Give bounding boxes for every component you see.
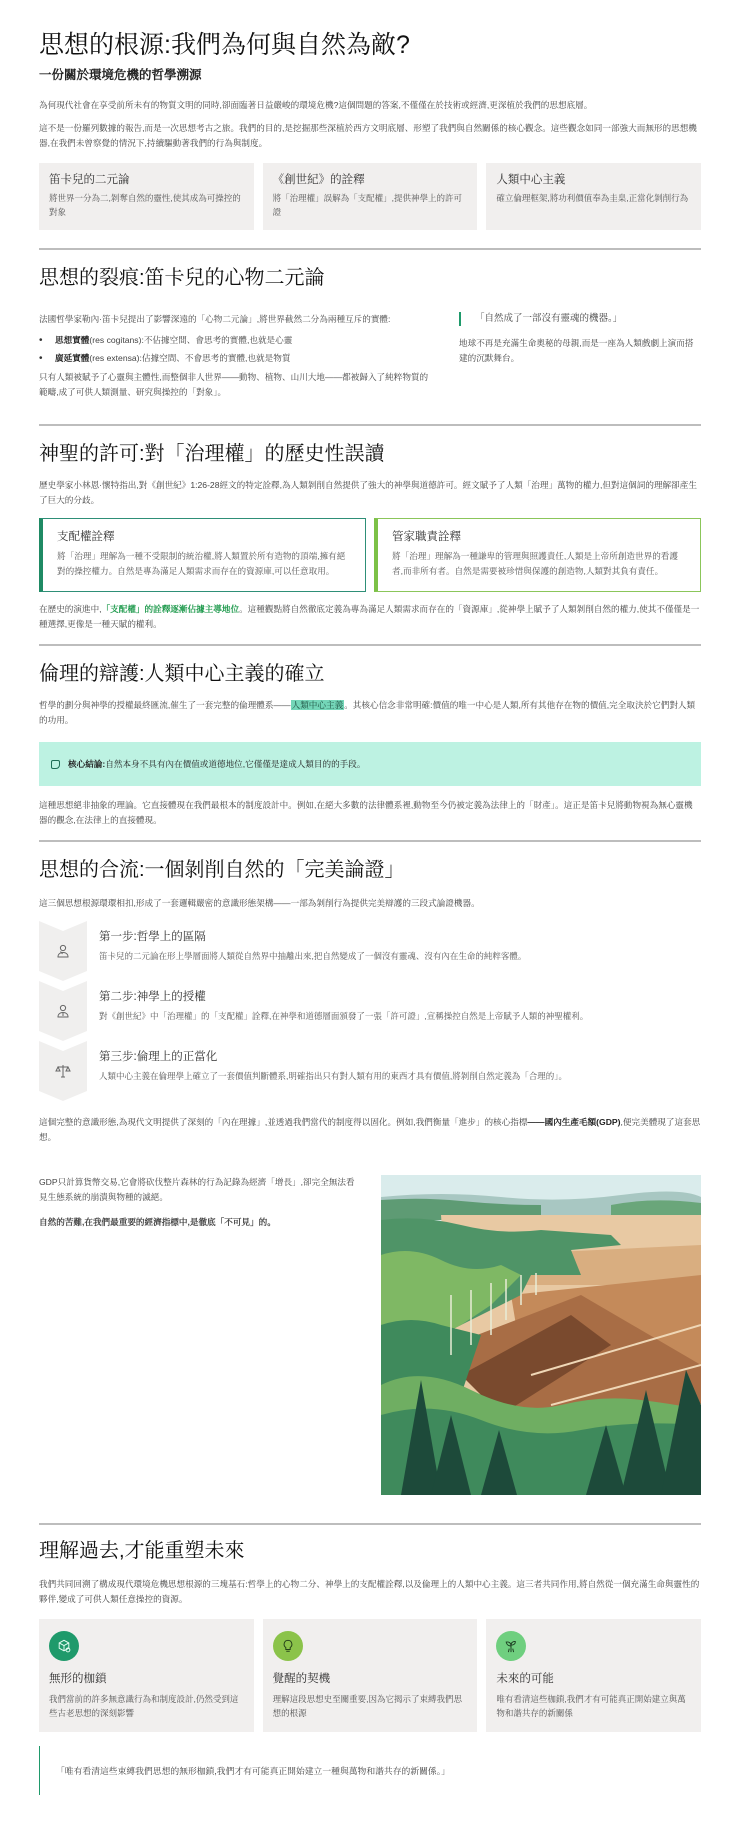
section-heading-descartes: 思想的裂痕:笛卡兒的心物二元論 [39,267,325,289]
term: 廣延實體 [55,353,90,363]
descartes-main [39,312,429,400]
deforestation-illustration [381,1175,701,1495]
step-3 [39,1041,701,1101]
icon-circle [496,1631,526,1661]
card-title: 未來的可能 [496,1673,554,1685]
substance-list [39,333,429,366]
section-heading-genesis: 神聖的許可:對「治理權」的歷史性誤讀 [39,443,385,465]
term-desc: (res extensa):佔據空間、不會思考的實體,也就是物質 [89,353,291,363]
section-divider [39,424,701,426]
conclusion-cards [39,1619,701,1732]
aside-text: 地球不再是充滿生命奧秘的母親,而是一座為人類戲劇上演而搭建的沉默舞台。 [459,338,694,363]
card-title: 《創世紀》的詮釋 [272,174,365,186]
section-divider [39,840,701,842]
text: 這個完整的意識形態,為現代文明提供了深刻的「內在理據」,並透過我們當代的制度得以固化。例如,我們衡量「進步」的核心指標 [39,1117,528,1127]
descartes-aside [459,312,701,400]
icon-circle [273,1631,303,1661]
icon-circle [49,1631,79,1661]
card-desc: 將「治理權」誤解為「支配權」,提供神學上的許可證 [272,193,463,217]
section-heading-ethics: 倫理的辯護:人類中心主義的確立 [39,663,325,685]
closing-quote: 「唯有看清這些束縛我們思想的無形枷鎖,我們才有可能真正開始建立一種與萬物和諧共存的新關係。」 [39,1746,701,1795]
step-1 [39,921,701,981]
lightbulb-icon [281,1639,295,1653]
conclusion-card-invisible-shackles [39,1619,254,1732]
scales-icon [55,1063,71,1079]
text: 哲學的劃分與神學的授權最終匯流,催生了一套完整的倫理體系—— [39,700,291,710]
box-desc: 將「治理」理解為一種謙卑的管理與照護責任,人類是上帝所創造世界的看護者,而非所有者。自然是需要被珍惜與保護的創造物,人類對其負有責任。 [392,551,678,576]
box-desc: 將「治理」理解為一種不受限制的統治權,將人類置於所有造物的頂端,擁有絕對的操控權力。自然是專為滿足人類需求而存在的資源庫,可以任意取用。 [57,551,346,576]
step-marker [39,921,87,981]
step-2 [39,981,701,1041]
callout-body: 自然本身不具有內在價值或道德地位,它僅僅是達成人類目的的手段。 [105,759,366,769]
list-item [39,333,429,348]
step-text [87,981,588,1041]
genesis-paragraph-1: 歷史學家小林恩·懷特指出,對《創世紀》1:26-28經文的特定詮釋,為人類剝削自然提供了強大的神學與道德許可。經文賦予了人類「治理」萬物的權力,但對這個詞的理解卻產生了巨大的分歧。 [39,480,697,505]
green-highlight: 「支配權」的詮釋逐漸佔據主導地位 [101,604,240,614]
dominion-interpretation-box [39,518,366,592]
page-title: 思想的根源:我們為何與自然為敵? [39,31,410,59]
thinker-icon [55,943,71,959]
intro-cards [39,163,701,230]
ethics-paragraph-2: 這種思想絕非抽象的理論。它直接體現在我們最根本的制度設計中。例如,在絕大多數的法律體系裡,動物至今仍被定義為法律上的「財產」。這正是笛卡兒將動物視為無心靈機器的觀念,在法律上的直接體現。 [39,800,693,825]
cube-icon [57,1639,71,1653]
gdp-text [39,1175,361,1495]
intro-paragraph-1: 為何現代社會在享受前所未有的物質文明的同時,卻面臨著日益嚴峻的環境危機?這個問題的答案,不僅僅在於技術或經濟,更深植於我們的思想底層。 [39,100,593,110]
card-desc: 理解這段思想史至關重要,因為它揭示了束縛我們思想的根源 [272,1694,463,1718]
sprout-icon [504,1639,518,1653]
callout-text [68,758,365,770]
intro-card-anthropocentrism [486,163,701,230]
card-title: 無形的枷鎖 [49,1673,107,1685]
person-icon [55,1003,71,1019]
step-text [87,1041,567,1101]
text: 在歷史的演進中, [39,604,102,614]
card-title: 人類中心主義 [496,174,566,186]
step-title: 第一步:哲學上的區隔 [99,931,206,943]
step-title: 第二步:神學上的授權 [99,991,206,1003]
step-marker [39,1041,87,1101]
list-item [39,351,429,366]
gdp-paragraph: GDP只計算貨幣交易,它會將砍伐整片森林的行為記錄為經濟「增長」,卻完全無法看見生態系統的崩潰與物種的滅絕。 [39,1177,355,1202]
callout-label: 核心結論: [68,759,106,769]
box-title: 支配權詮釋 [57,531,115,543]
interpretation-boxes [39,518,701,592]
stewardship-interpretation-box [374,518,701,592]
intro-card-genesis [263,163,478,230]
box-title: 管家職責詮釋 [392,531,461,543]
section-heading-conclusion: 理解過去,才能重塑未來 [39,1540,245,1562]
gdp-highlight: 自然的苦難,在我們最重要的經濟指標中,是徹底「不可見」的。 [39,1217,276,1227]
ethics-paragraph-1 [39,698,701,728]
step-title: 第三步:倫理上的正當化 [99,1051,218,1063]
step-marker [39,981,87,1041]
marked-term: 人類中心主義 [291,700,344,710]
argument-steps [39,921,701,1101]
gdp-illustration-wrap [381,1175,701,1495]
section-divider [39,644,701,646]
card-desc: 將世界一分為二,剝奪自然的靈性,使其成為可操控的對象 [49,193,241,217]
descartes-paragraph-2: 只有人類被賦予了心靈與主體性,而整個非人世界——動物、植物、山川大地——都被歸入了純粹物質的範疇,成了可供人類測量、研究與操控的「對象」。 [39,372,429,397]
intro-paragraph-2: 這不是一份羅列數據的報告,而是一次思想考古之旅。我們的目的,是挖掘那些深植於西方文明底層、形塑了我們與自然關係的核心觀念。這些觀念如同一部強大而無形的思想機器,在我們未曾察覺的情況下,持續驅動著我們的行為與制度。 [39,123,697,148]
pull-quote: 「自然成了一部沒有靈魂的機器。」 [459,312,701,326]
step-desc: 人類中心主義在倫理學上確立了一套價值判斷體系,明確指出只有對人類有用的東西才具有價值,將剝削自然定義為「合理的」。 [99,1071,567,1081]
conclusion-card-awakening [263,1619,478,1732]
gdp-section [39,1175,701,1495]
descartes-content [39,312,701,400]
section-divider [39,248,701,250]
card-title: 笛卡兒的二元論 [49,174,130,186]
intro-card-dualism [39,163,254,230]
text: 。這種觀點將自然徹底定義為專為滿足人類需求而存在的「資源庫」,從神學上賦予了人類剝削自然的權力,使其不僅僅是一種選擇,更像是一種天賦的權利。 [39,604,700,629]
conclusion-card-future [486,1619,701,1732]
term: 思想實體 [55,335,90,345]
card-desc: 唯有看清這些枷鎖,我們才有可能真正開始建立與萬物和諧共存的新關係 [496,1694,686,1718]
gdp-term: ——國內生產毛額(GDP) [527,1117,621,1127]
note-icon [51,760,60,769]
conclusion-paragraph: 我們共同回溯了構成現代環境危機思想根源的三塊基石:哲學上的心物二分、神學上的支配權詮釋,以及倫理上的人類中心主義。這三者共同作用,將自然從一個充滿生命與靈性的夥伴,變成了可供人類任意操控的資源。 [39,1579,700,1604]
step-text [87,921,526,981]
core-conclusion-callout [39,742,701,786]
section-divider [39,1523,701,1525]
page-subtitle: 一份關於環境危機的哲學溯源 [39,68,202,82]
confluence-paragraph-2 [39,1115,701,1145]
genesis-paragraph-2 [39,602,701,632]
descartes-paragraph-1: 法國哲學家勒內·笛卡兒提出了影響深遠的「心物二元論」,將世界截然二分為兩種互斥的實體: [39,314,391,324]
step-desc: 笛卡兒的二元論在形上學層面將人類從自然界中抽離出來,把自然變成了一個沒有靈魂、沒有內在生命的純粹客體。 [99,951,527,961]
step-desc: 對《創世紀》中「治理權」的「支配權」詮釋,在神學和道德層面頒發了一張「許可證」,宣稱操控自然是上帝賦予人類的神聖權利。 [99,1011,589,1021]
card-title: 覺醒的契機 [272,1673,331,1685]
card-desc: 確立倫理框架,將功利價值奉為圭臬,正當化剝削行為 [496,193,689,203]
text: ,便完美體現了這套思想。 [39,1117,701,1142]
text: 。其核心信念非常明確:價值的唯一中心是人類,所有其他存在物的價值,完全取決於它們對人類的功用。 [39,700,696,725]
confluence-paragraph-1: 這三個思想根源環環相扣,形成了一套邏輯嚴密的意識形態架構——一部為剝削行為提供完美辯護的三段式論證機器。 [39,898,480,908]
card-desc: 我們當前的許多無意識行為和制度設計,仍然受到這些古老思想的深刻影響 [49,1694,239,1718]
term-desc: (res cogitans):不佔據空間、會思考的實體,也就是心靈 [89,335,293,345]
section-heading-confluence: 思想的合流:一個剝削自然的「完美論證」 [39,859,405,881]
